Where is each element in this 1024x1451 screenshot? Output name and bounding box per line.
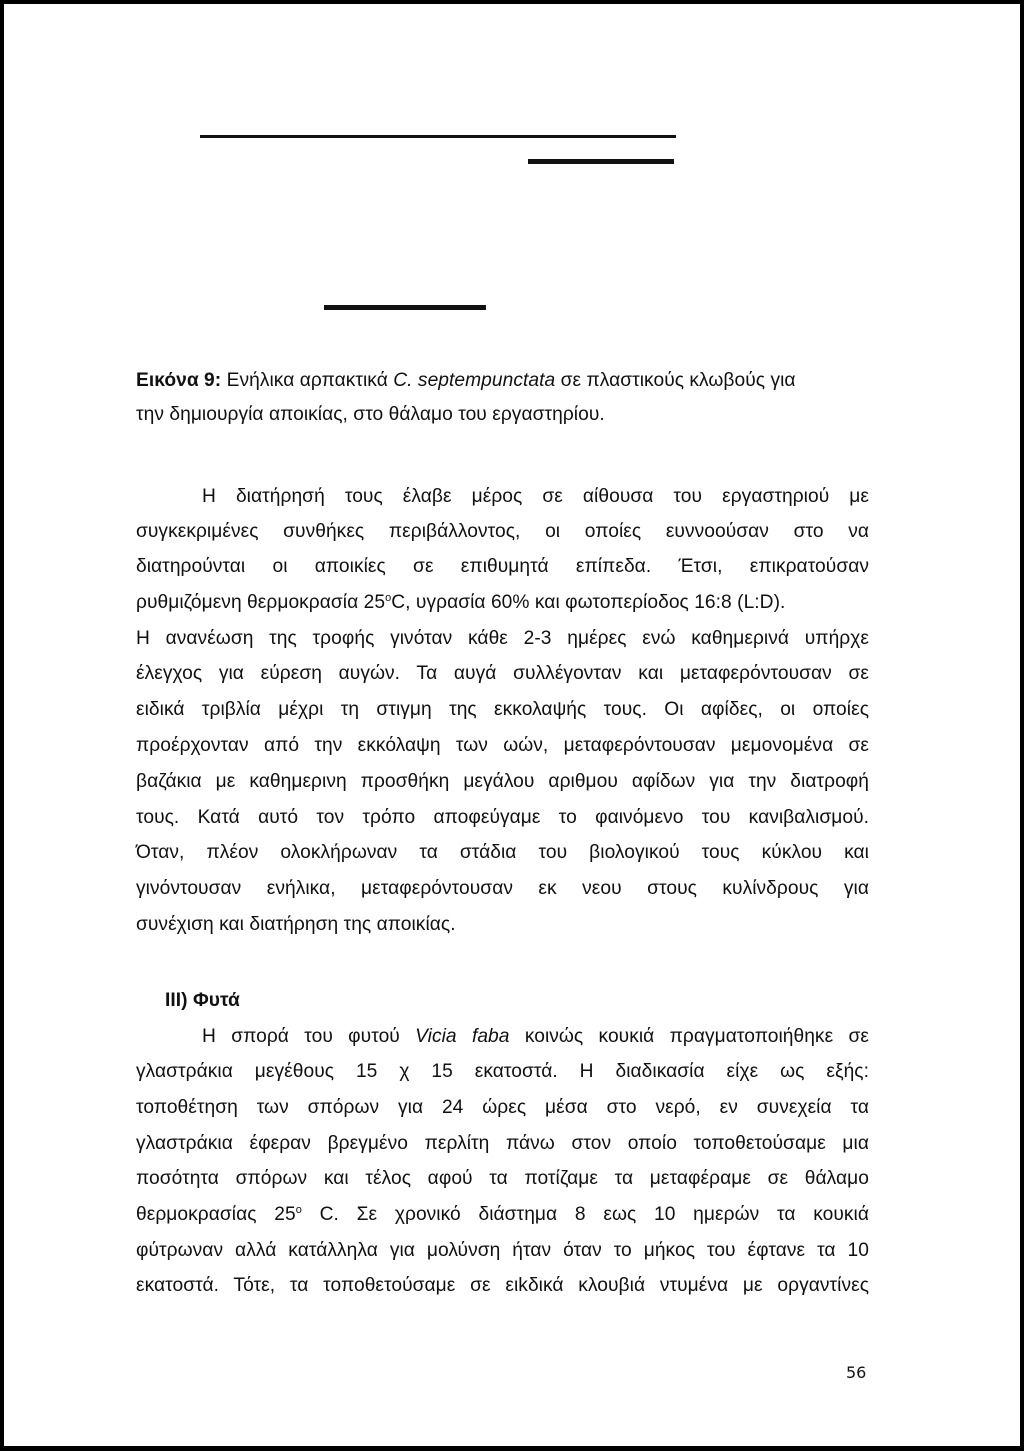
paragraph-line: συγκεκριμένες συνθήκες περιβάλλοντος, οι οποίες ευννοούσαν στο να (136, 521, 869, 542)
degree-sign: ο (295, 1204, 302, 1216)
paragraph-line: συνέχιση και διατήρηση της αποικίας. (136, 914, 456, 935)
figure-caption-label: Εικόνα 9: (136, 370, 222, 391)
paragraph-line: φύτρωναν αλλά κατάλληλα για μολύνση ήταν όταν το μήκος του έφτανε τα 10 (136, 1240, 869, 1261)
caption-text: σε πλαστικούς κλωβούς για (560, 370, 796, 391)
paragraph-line: διατηρούνται οι αποικίες σε επιθυμητά επίπεδα. Έτσι, επικρατούσαν (136, 556, 869, 577)
species-name: Vicia faba (415, 1026, 510, 1047)
paragraph-line (136, 592, 869, 614)
section-heading: III) Φυτά (165, 990, 240, 1011)
paragraph-line (136, 1204, 869, 1226)
paragraph-line: Η διατήρησή τους έλαβε μέρος σε αίθουσα του εργαστηριού με (202, 486, 869, 507)
degree-sign: o (385, 592, 392, 604)
paragraph-line: εκατοστά. Τότε, τα τοποθετούσαμε σε ειkδικά κλουβιά ντυμένα με οργαντίνες (136, 1275, 869, 1296)
paragraph-line: γλαστράκια μεγέθους 15 χ 15 εκατοστά. Η διαδικασία είχε ως εξής: (136, 1061, 869, 1082)
paragraph-line: βαζάκια με καθημερινη προσθήκη μεγάλου αριθμου αφίδων για την διατροφή (136, 771, 869, 792)
paragraph-text: ρυθμιζόμενη θερμοκρασία 25 (136, 592, 386, 613)
paragraph-text: C. Σε χρονικό διάστημα 8 εως 10 ημερών τα κουκιά (319, 1204, 869, 1225)
paragraph-text: Η σπορά του φυτού (202, 1026, 400, 1047)
paragraph-text: θερμοκρασίας 25 (136, 1204, 296, 1225)
document-page (4, 4, 1020, 1446)
paragraph-line: γλαστράκια έφεραν βρεγμένο περλίτη πάνω στον οποίο τοποθετούσαμε μια (136, 1133, 869, 1154)
figure-photo-edge (324, 305, 486, 310)
page-number: 56 (846, 1363, 867, 1382)
paragraph-line: τοποθέτηση των σπόρων για 24 ώρες μέσα στο νερό, εν συνεχεία τα (136, 1097, 869, 1118)
paragraph-line: προέρχονταν από την εκκόλαψη των ωών, μεταφερόντουσαν μεμονομένα σε (136, 735, 869, 756)
paragraph-text (136, 1204, 302, 1225)
figure-caption-line (136, 370, 869, 392)
paragraph-line: ειδικά τριβλία μέχρι τη στιγμη της εκκολαψής τους. Οι αφίδες, οι οποίες (136, 699, 869, 720)
paragraph-line: τους. Κατά αυτό τον τρόπο αποφεύγαμε το φαινόμενο του κανιβαλισμού. (136, 807, 869, 828)
paragraph-text: C, υγρασία 60% και φωτοπερίοδος 16:8 (L:D). (391, 592, 786, 613)
paragraph-line (202, 1026, 869, 1048)
figure-photo-edge (200, 135, 676, 138)
paragraph-line: Όταν, πλέον ολοκλήρωναν τα στάδια του βιολογικού τους κύκλου και (136, 842, 869, 863)
caption-text: Ενήλικα αρπακτικά (226, 370, 388, 391)
paragraph-line: Η ανανέωση της τροφής γινόταν κάθε 2-3 ημέρες ενώ καθημερινά υπήρχε (136, 628, 869, 649)
figure-caption-line: την δημιουργία αποικίας, στο θάλαμο του εργαστηρίου. (136, 404, 605, 425)
species-name: C. septempunctata (393, 370, 556, 391)
paragraph-line: ποσότητα σπόρων και τέλος αφού τα ποτίζαμε τα μεταφέραμε σε θάλαμο (136, 1168, 869, 1189)
paragraph-line: γινόντουσαν ενήλικα, μεταφερόντουσαν εκ νεου στους κυλίνδρους για (136, 878, 869, 899)
paragraph-text: κοινώς κουκιά πραγματοποιήθηκε σε (524, 1026, 869, 1047)
paragraph-line: έλεγχος για εύρεση αυγών. Τα αυγά συλλέγονταν και μεταφερόντουσαν σε (136, 663, 869, 684)
figure-photo-edge (528, 159, 674, 164)
